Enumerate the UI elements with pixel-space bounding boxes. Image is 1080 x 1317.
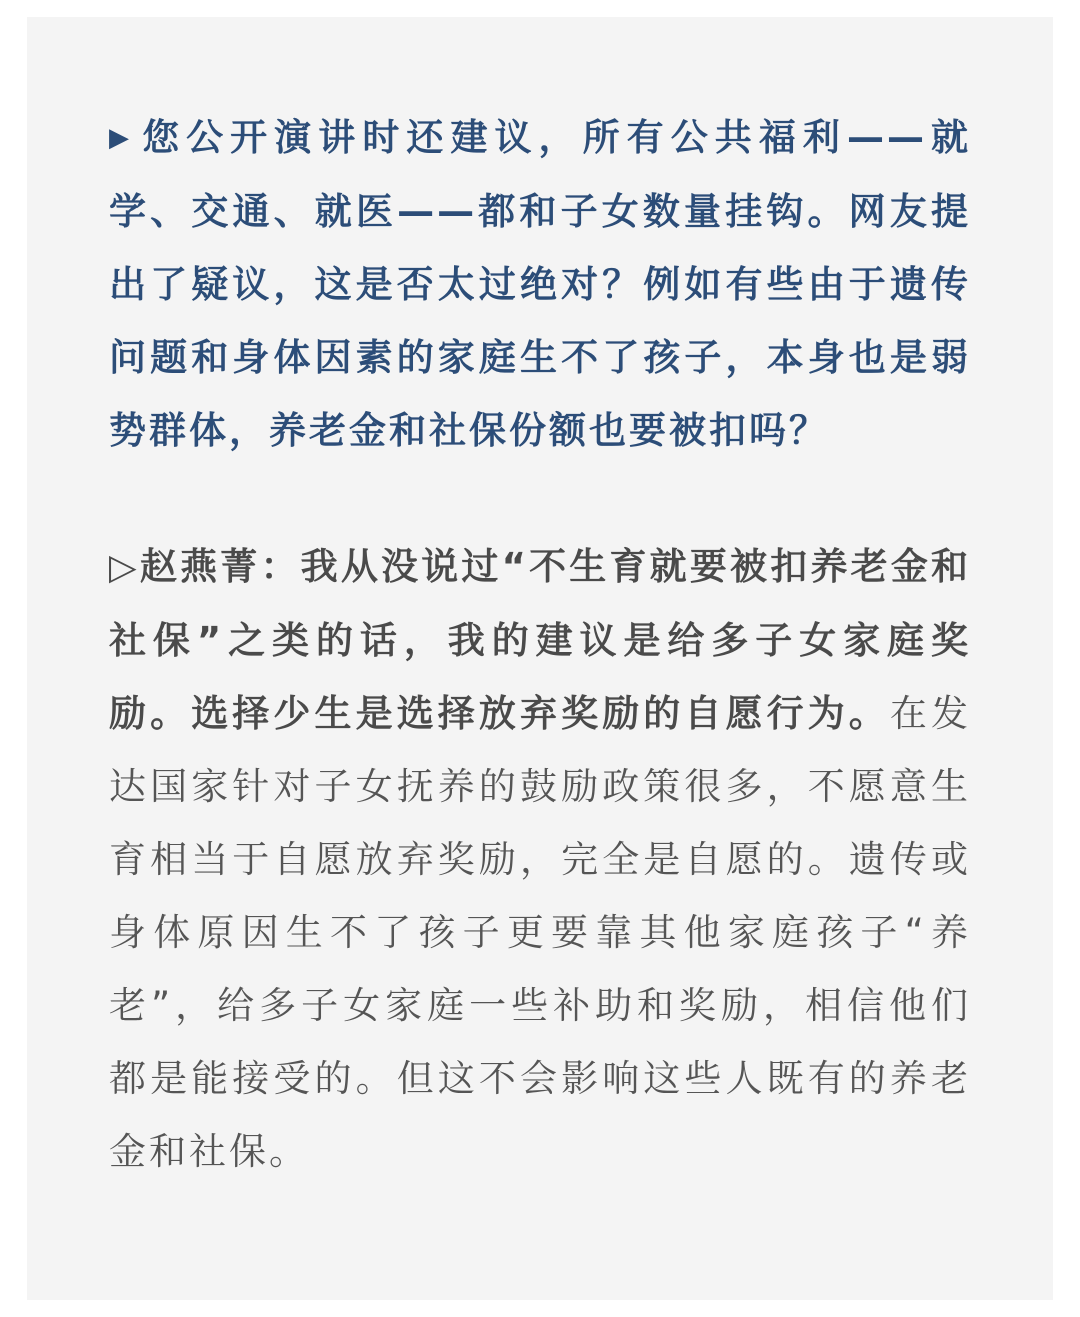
answer-body-text: 在发达国家针对子女抚养的鼓励政策很多，不愿意生育相当于自愿放弃奖励，完全是自愿的。遗传或身体原因生不了孩子更要靠其他家庭孩子“养老”，给多子女家庭一些补助和奖励，相信他们都是能接受的。但这不会影响这些人既有的养老金和社保。 <box>109 692 972 1173</box>
interview-question <box>109 101 971 467</box>
question-text: 您公开演讲时还建议，所有公共福利——就学、交通、就医——都和子女数量挂钩。网友提出了疑议，这是否太过绝对？例如有些由于遗传问题和身体因素的家庭生不了孩子，本身也是弱势群体，养老金和社保份额也要被扣吗？ <box>109 116 972 452</box>
interview-answer <box>109 530 971 1188</box>
question-arrow-icon: ▶ <box>109 123 137 153</box>
answer-arrow-icon: ▷ <box>109 547 140 588</box>
answer-speaker: 赵燕菁： <box>139 545 301 588</box>
article-content <box>109 101 971 1188</box>
article-card <box>27 17 1053 1300</box>
answer-bold-text: 我从没说过“不生育就要被扣养老金和社保”之类的话，我的建议是给多子女家庭奖励。选择少生是选择放弃奖励的自愿行为。 <box>109 545 972 735</box>
